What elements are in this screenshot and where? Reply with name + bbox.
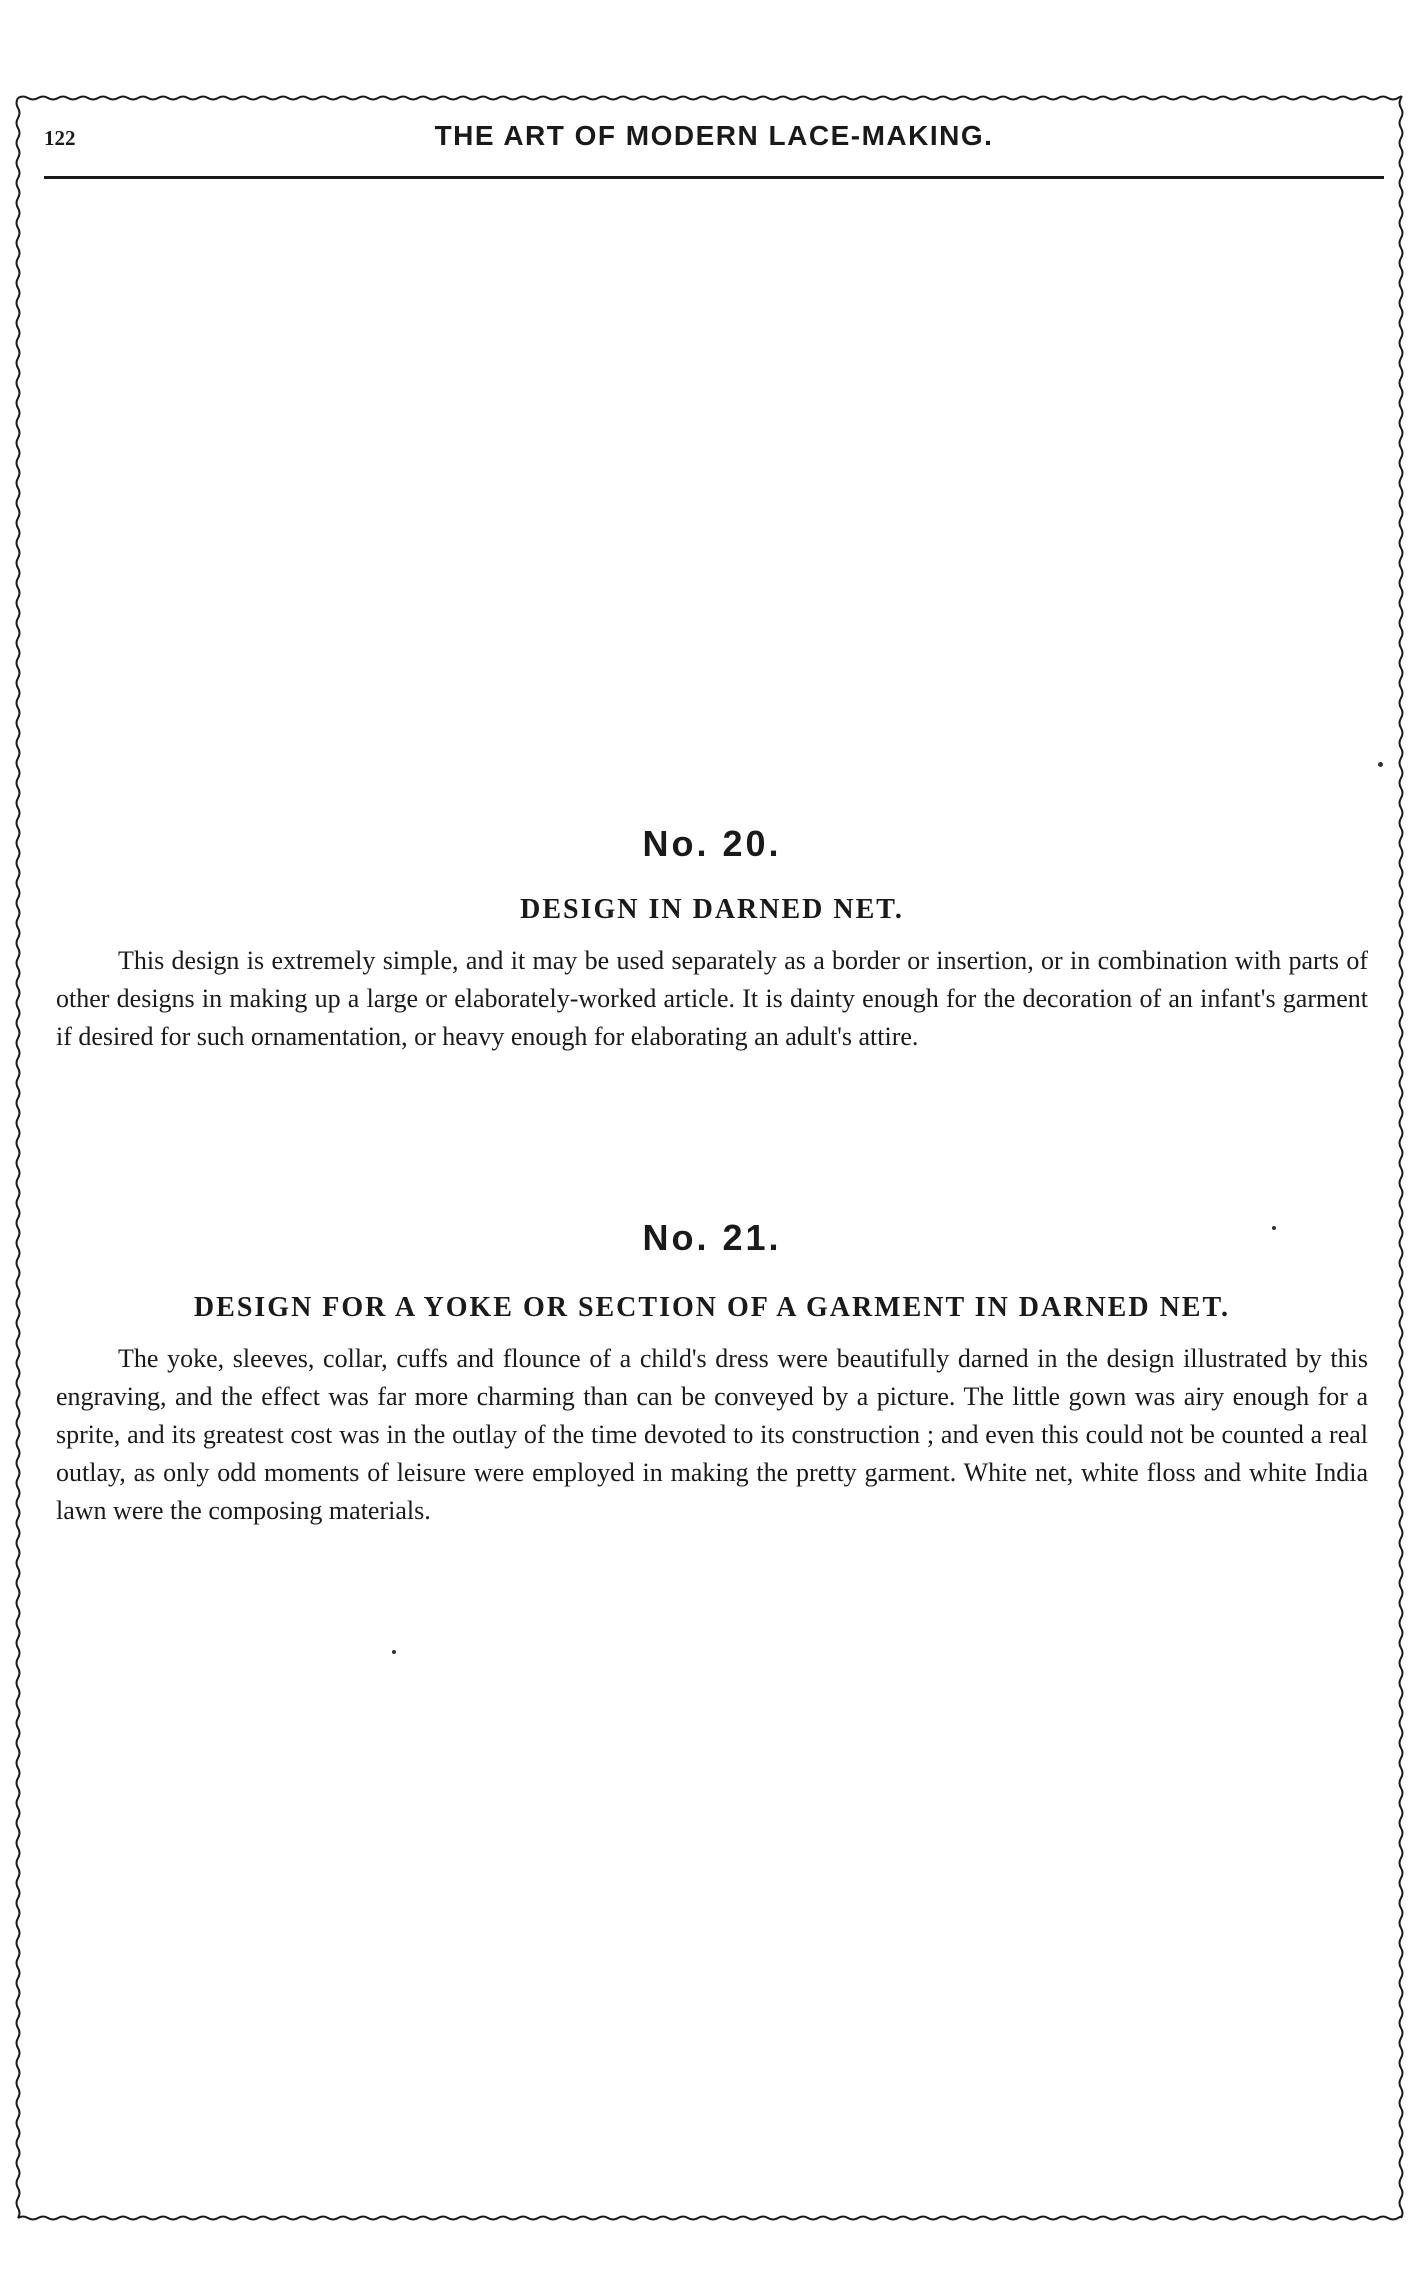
- section-number: No. 20.: [642, 823, 782, 864]
- section-number: No. 21.: [642, 1217, 782, 1258]
- section-no-20: [56, 820, 1368, 1056]
- print-speck: [1378, 762, 1383, 767]
- section-body: The yoke, sleeves, collar, cuffs and flounce of a child's dress were beautifully darned in the design illustrated by this engraving, and the effect was far more charming than can be conveyed by a picture. The little gown was airy enough for a sprite, and its greatest cost was in the outlay of the time devoted to its construction ; and even this could not be counted a real outlay, as only odd moments of leisure were employed in making the pretty garment. White net, white floss and white India lawn were the composing materials.: [56, 1344, 1368, 1525]
- print-speck: [392, 1650, 396, 1654]
- decorative-page-border: [12, 92, 1407, 2224]
- header-rule: [44, 176, 1384, 179]
- section-heading: DESIGN FOR A YOKE OR SECTION OF A GARMENT IN DARNED NET.: [193, 1292, 1231, 1323]
- page-number: 122: [44, 126, 76, 150]
- section-body: This design is extremely simple, and it may be used separately as a border or insertion, or in combination with parts of other designs in making up a large or elaborately-worked article. It is dainty enough for the decoration of an infant's garment if desired for such ornamentation, or heavy enough for elaborating an adult's attire.: [56, 946, 1368, 1051]
- section-no-21: [56, 1214, 1368, 1530]
- running-title: THE ART OF MODERN LACE-MAKING.: [434, 120, 994, 151]
- section-heading: DESIGN IN DARNED NET.: [520, 894, 904, 925]
- print-speck: [1272, 1226, 1276, 1230]
- page-header: [44, 118, 1384, 178]
